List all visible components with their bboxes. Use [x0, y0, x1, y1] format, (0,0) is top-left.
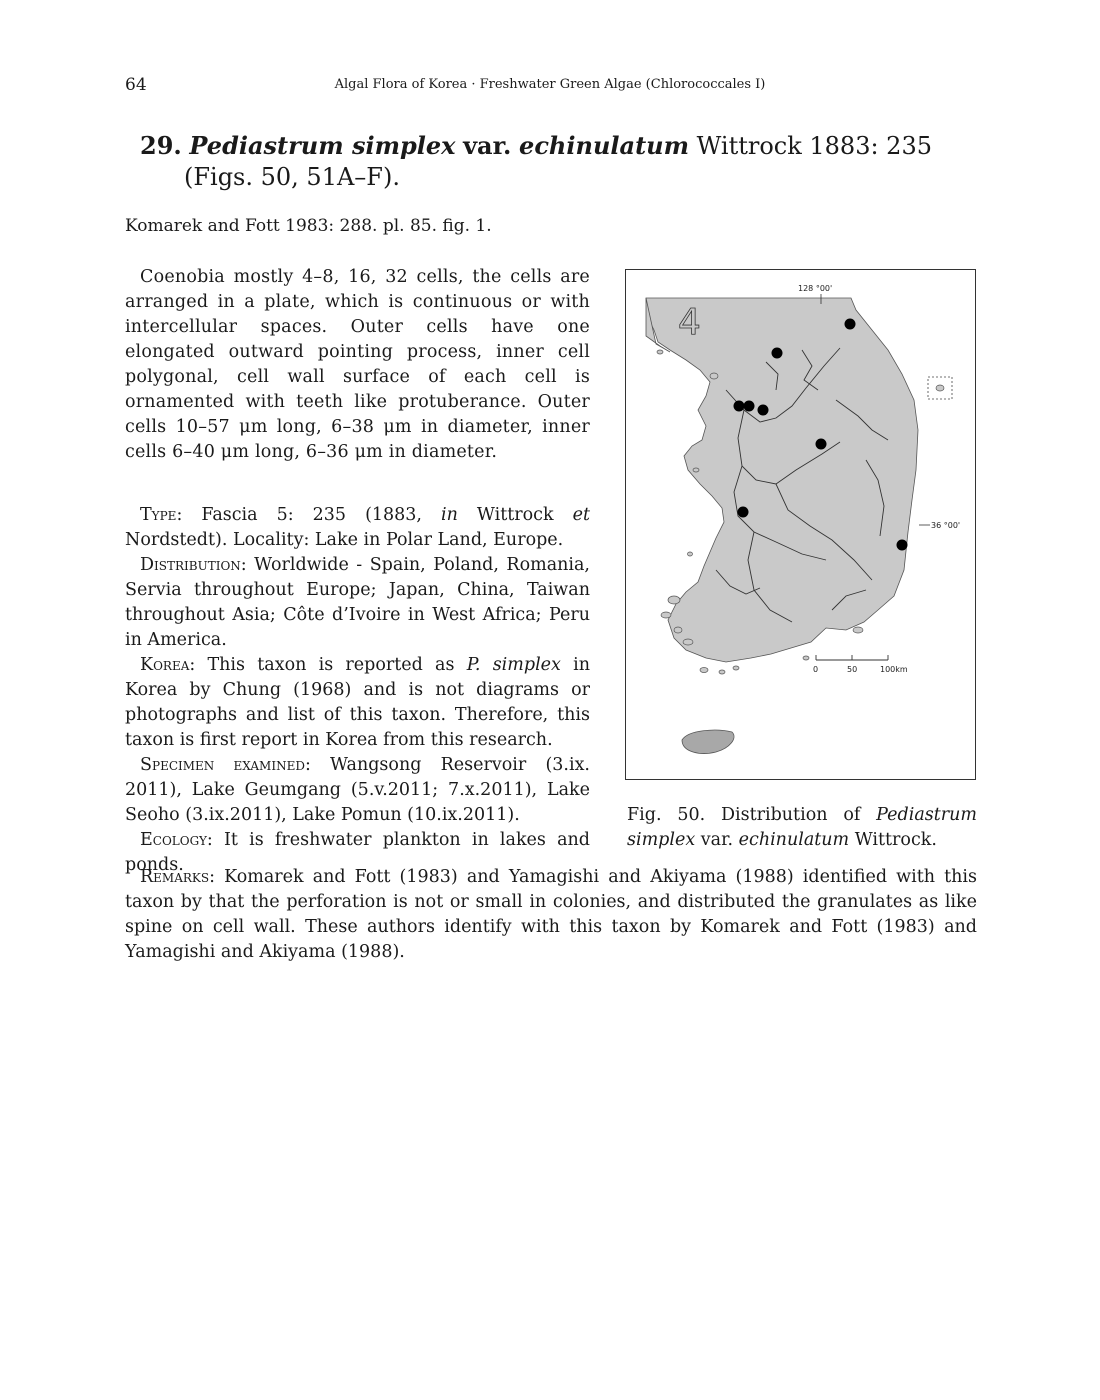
locality-dot — [897, 540, 908, 551]
caption-taxon: Pediastrum simplex — [627, 805, 977, 850]
literature-reference: Komarek and Fott 1983: 288. pl. 85. fig. 1. — [125, 216, 492, 236]
locality-dot — [845, 319, 856, 330]
ecology-text: : It is freshwater plankton in lakes and ponds. — [125, 830, 590, 875]
caption-prefix: Fig. 50. Distribution of — [627, 805, 877, 825]
caption-suffix: Wittrock. — [849, 830, 937, 850]
remarks-block — [125, 865, 977, 965]
figure-caption — [627, 803, 977, 853]
locality-dot — [738, 507, 749, 518]
scale-label-50: 50 — [847, 665, 858, 674]
caption-mid: var. — [695, 830, 739, 850]
locality-dot — [744, 401, 755, 412]
ecology-label: Ecology — [140, 830, 207, 850]
distribution-text: : Worldwide - Spain, Poland, Romania, Servia throughout Europe; Japan, China, Taiwan throughout Asia; Côte d’Ivoire in West Africa; Peru in America. — [125, 555, 590, 650]
locality-dot — [758, 405, 769, 416]
type-in: in — [441, 505, 458, 525]
specimen-text: : Wangsong Reservoir (3.ix. 2011), Lake Geumgang (5.v.2011; 7.x.2011), Lake Seoho (3.ix.2011), Lake Pomun (10.ix.2011). — [125, 755, 590, 825]
region-mark: 4 — [678, 302, 701, 343]
entry-number: 29. — [140, 131, 182, 160]
scale-bar — [816, 655, 888, 660]
korea-text-b: in Korea by Chung (1968) and is not diagrams or photographs and list of this taxon. Therefore, this taxon is first report in Korea from this research. — [125, 655, 590, 750]
page-number: 64 — [125, 75, 147, 95]
jeju-island — [682, 730, 734, 753]
distribution-section — [125, 553, 590, 653]
korea-text-a: : This taxon is reported as — [189, 655, 467, 675]
remarks-text: : Komarek and Fott (1983) and Yamagishi and Akiyama (1988) identified with this taxon by that the perforation is not or small in colonies, and distributed the granulates as like spine on cell wall. These authors identify with this taxon by Komarek and Fott (1983) and Yamagishi and Akiyama (1988). — [125, 867, 977, 962]
species-heading — [140, 130, 932, 193]
latitude-label: 36 °00' — [931, 521, 961, 530]
description-paragraph: Coenobia mostly 4–8, 16, 32 cells, the cells are arranged in a plate, which is continuous or with intercellular spaces. Outer cells have one elongated outward pointing process, inner cell polygonal, cell wall surface of each cell is ornamented with teeth like protuberance. Outer cells 10–57 μm long, 6–38 μm in diameter, inner cells 6–40 μm long, 6–36 μm in diameter. — [125, 267, 590, 462]
locality-dot — [772, 348, 783, 359]
scale-label-0: 0 — [813, 665, 819, 674]
specimen-label: Specimen examined — [140, 755, 305, 775]
korea-taxon: P. simplex — [466, 655, 561, 675]
var-label: var. — [463, 131, 512, 160]
type-et: et — [572, 505, 590, 525]
type-text-b: Wittrock — [457, 505, 573, 525]
type-text-a: : Fascia 5: 235 (1883, — [176, 505, 442, 525]
korea-map-svg — [626, 270, 975, 779]
variety-name: echinulatum — [519, 131, 689, 160]
longitude-label: 128 °00' — [798, 284, 833, 293]
ulleung-island — [936, 385, 944, 391]
remarks-label: Remarks — [140, 867, 210, 887]
locality-dot — [734, 401, 745, 412]
figure-refs: (Figs. 50, 51A–F). — [184, 163, 400, 191]
distribution-label: Distribution — [140, 555, 241, 575]
authority: Wittrock 1883: 235 — [696, 132, 932, 160]
locality-dot — [816, 439, 827, 450]
genus-species: Pediastrum simplex — [189, 131, 456, 160]
scale-label-100: 100km — [880, 665, 908, 674]
type-section — [125, 503, 590, 553]
specimen-section — [125, 753, 590, 828]
left-column — [125, 265, 590, 878]
caption-variety: echinulatum — [738, 830, 850, 850]
type-text-c: Nordstedt). Locality: Lake in Polar Land, Europe. — [125, 530, 564, 550]
korea-label: Korea — [140, 655, 190, 675]
korea-section — [125, 653, 590, 753]
distribution-map — [625, 269, 976, 780]
running-title: Algal Flora of Korea · Freshwater Green Algae (Chlorococcales I) — [334, 77, 766, 92]
remarks-section — [125, 865, 977, 965]
type-label: Type — [140, 505, 177, 525]
